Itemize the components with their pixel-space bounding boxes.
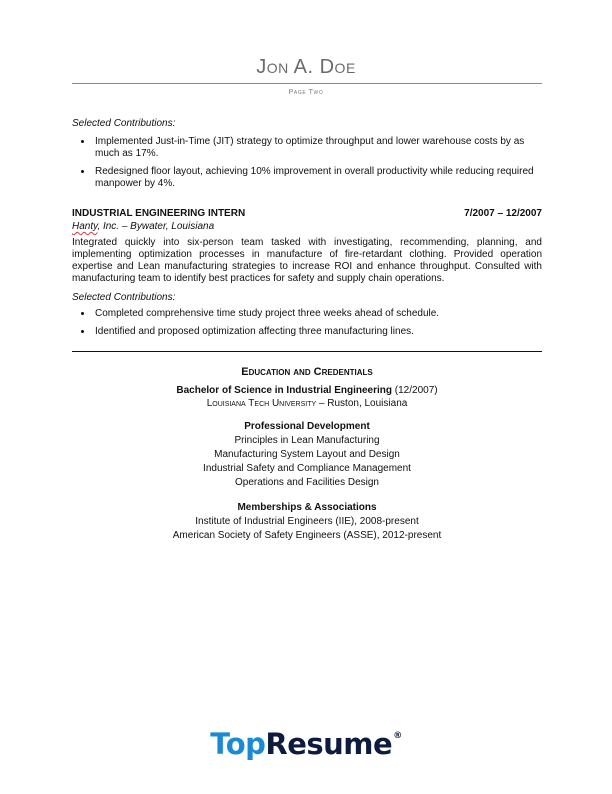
list-item: Principles in Lean Manufacturing [234, 435, 380, 446]
page-label: Page Two [288, 89, 324, 96]
pd-heading: Professional Development [244, 421, 370, 432]
memberships-heading: Memberships & Associations [237, 502, 377, 513]
intern-contributions-label: Selected Contributions: [72, 292, 176, 303]
degree [72, 385, 542, 396]
list-item: Implemented Just-in-Time (JIT) strategy to optimize throughput and lower warehouse costs by as much as 17%. [78, 136, 542, 160]
education-heading: Education and Credentials [241, 366, 373, 378]
job-dates: 7/2007 – 12/2007 [464, 208, 542, 219]
section-divider [72, 351, 542, 352]
topresume-logo [0, 727, 612, 761]
contributions-list [78, 136, 542, 196]
list-item: Completed comprehensive time study project three weeks ahead of schedule. [78, 308, 542, 320]
company-location: , Inc. – Bywater, Louisiana [97, 221, 215, 232]
job-description: Integrated quickly into six-person team tasked with investigating, recommending, planning, and implementing optimization processes in manufacture of fire-retardant clothing. Provided operation expertise and Lean manufacturing strategies to increase ROI and enhance throughput. Consulted with manufacturing team to identify best practices for safety and supply chain operations. [72, 237, 542, 284]
list-item: Institute of Industrial Engineers (IIE), 2008-present [195, 516, 419, 527]
pd-list [72, 434, 542, 490]
university-location: – Ruston, Louisiana [316, 398, 408, 409]
degree-year: (12/2007) [394, 385, 438, 396]
list-item: American Society of Safety Engineers (ASSE), 2012-present [172, 530, 442, 541]
list-item: Industrial Safety and Compliance Management [203, 463, 411, 474]
candidate-name: Jon A. Doe [256, 56, 356, 78]
degree-name: Bachelor of Science in Industrial Engineering [176, 385, 392, 396]
logo-top: Top [210, 727, 266, 761]
job-title: INDUSTRIAL ENGINEERING INTERN [72, 208, 246, 219]
intern-contributions-list [78, 308, 542, 344]
school [72, 398, 542, 409]
list-item: Redesigned floor layout, achieving 10% improvement in overall productivity while reducing required manpower by 4%. [78, 166, 542, 190]
logo-resume: Resume [265, 727, 393, 761]
contributions-label: Selected Contributions: [72, 118, 176, 129]
list-item: Manufacturing System Layout and Design [214, 449, 400, 460]
registered-mark: ® [393, 731, 402, 741]
company-name: Hanty [72, 221, 98, 232]
header-divider [72, 83, 542, 84]
list-item: Operations and Facilities Design [235, 477, 379, 488]
university-name: Louisiana Tech University [206, 398, 317, 409]
memberships-list [72, 515, 542, 543]
company-line [72, 221, 214, 232]
list-item: Identified and proposed optimization affecting three manufacturing lines. [78, 326, 542, 338]
